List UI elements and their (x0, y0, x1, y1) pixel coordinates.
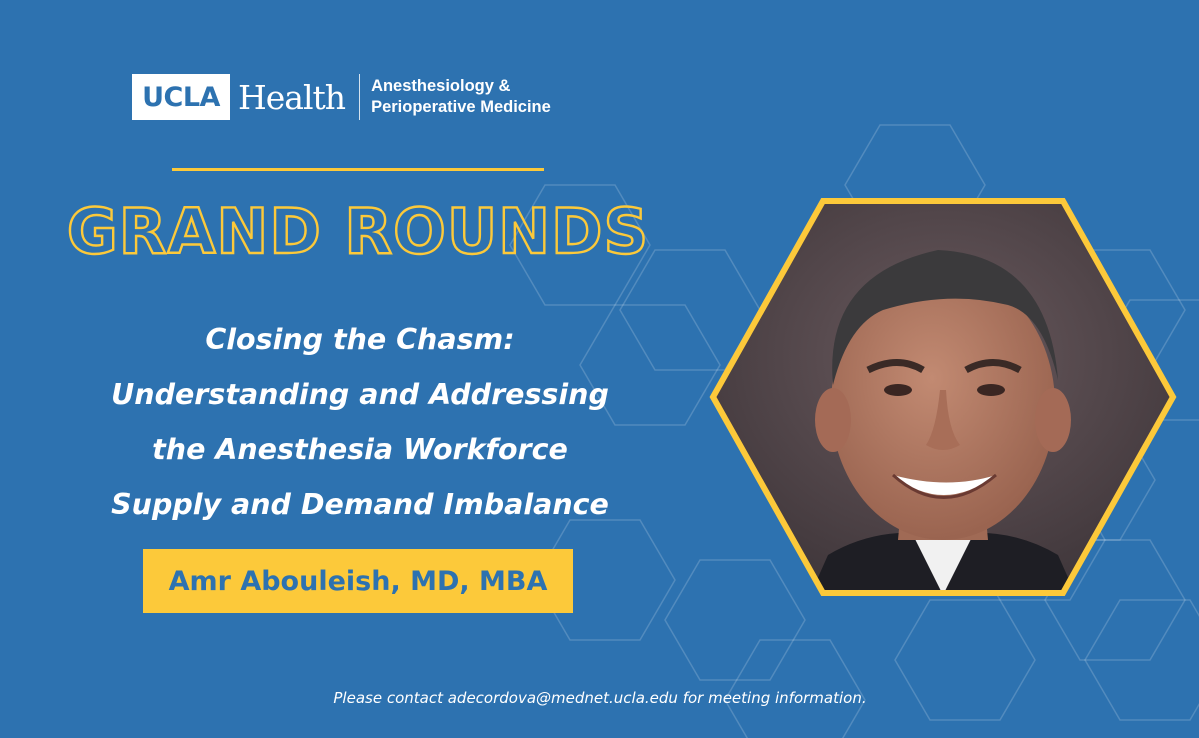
logo-health-wordmark: Health (238, 77, 346, 117)
ucla-health-logo (132, 74, 551, 120)
speaker-portrait (708, 195, 1178, 600)
talk-title-line-2: Understanding and Addressing (111, 378, 609, 411)
speaker-photo-hexagon (708, 195, 1178, 600)
department-name (371, 76, 551, 118)
logo-divider (359, 74, 360, 120)
series-title: GRAND ROUNDS (66, 195, 650, 268)
talk-title-line-4: Supply and Demand Imbalance (111, 488, 609, 521)
talk-title-line-1: Closing the Chasm: (205, 323, 515, 356)
contact-info: Please contact adecordova@mednet.ucla.edu for meeting information. (333, 689, 867, 707)
speaker-name-badge (143, 549, 573, 613)
department-line-2: Perioperative Medicine (371, 98, 551, 116)
talk-title (20, 312, 700, 532)
speaker-name: Amr Abouleish, MD, MBA (168, 565, 548, 597)
department-line-1: Anesthesiology & (371, 77, 511, 95)
gold-divider-line (172, 168, 544, 171)
logo-ucla-wordmark: UCLA (132, 74, 230, 120)
talk-title-line-3: the Anesthesia Workforce (152, 433, 568, 466)
